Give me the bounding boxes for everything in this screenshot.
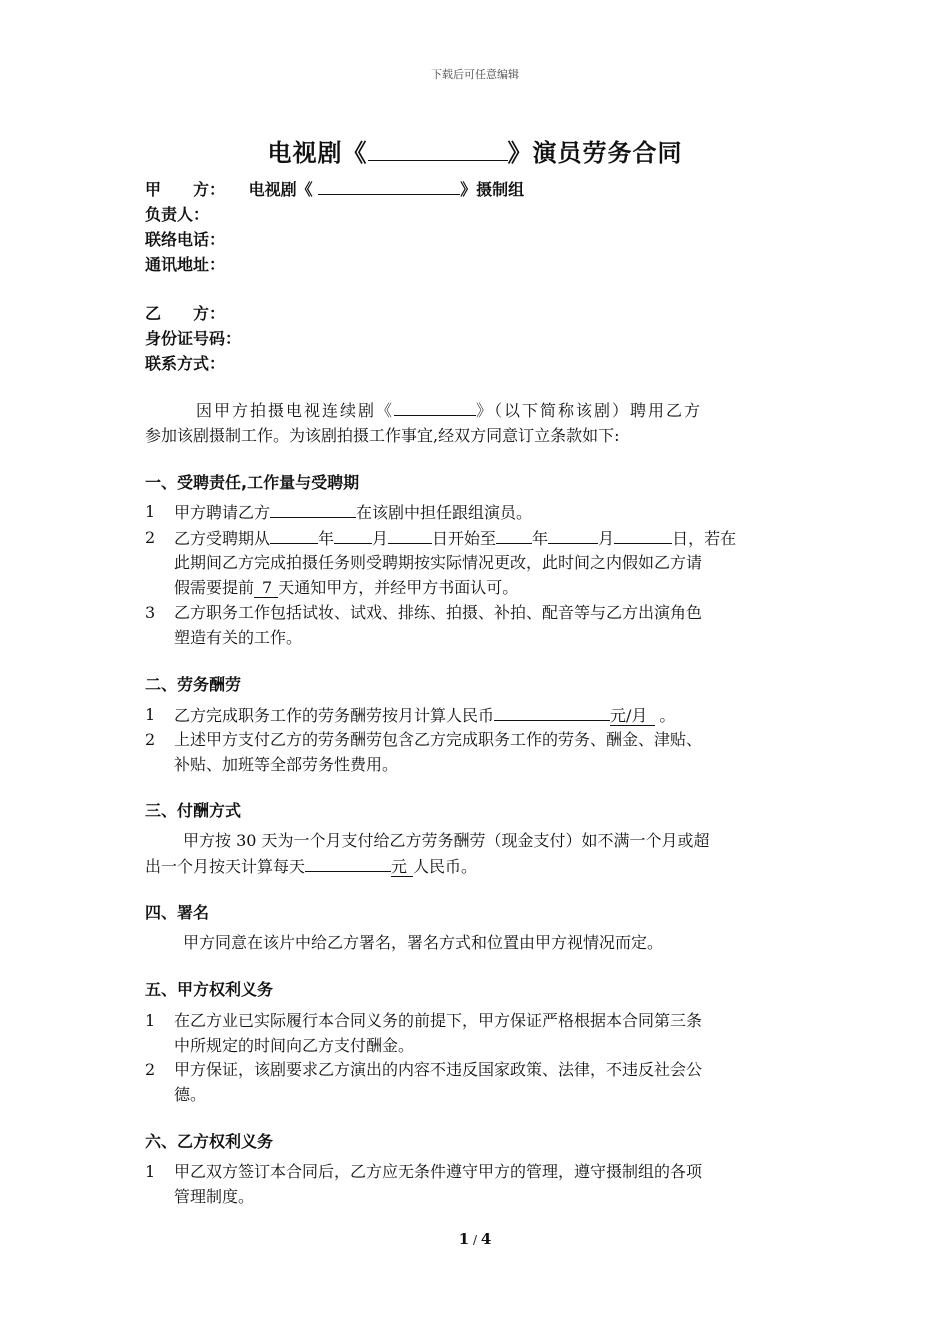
s1-item-1-a: 甲方聘请乙方 — [174, 503, 271, 522]
party-a-phone: 联络电话： — [145, 230, 226, 249]
section-4-heading: 四、署名 — [145, 903, 210, 922]
title-suffix: 》演员劳务合同 — [507, 139, 683, 167]
s1-month2-blank — [548, 526, 598, 544]
s1-item-1-b: 在该剧中担任跟组演员。 — [356, 503, 533, 522]
s1-item-2-line3-b: 天通知甲方，并经甲方书面认可。 — [278, 578, 519, 597]
intro-blank — [394, 398, 476, 416]
s6-item-1-line-1: 甲乙双方签订本合同后，乙方应无条件遵守甲方的管理，遵守摄制组的各项 — [174, 1162, 703, 1181]
party-b-id: 身份证号码： — [145, 329, 242, 348]
s1-item-2-line3-a: 假需要提前 — [174, 578, 255, 597]
party-a-value-suffix: 》摄制组 — [460, 180, 525, 199]
section-1-heading: 一、受聘责任,工作量与受聘期 — [145, 473, 360, 492]
party-a-address: 通讯地址： — [145, 255, 226, 274]
s2-item-2-number: 2 — [145, 730, 156, 749]
s1-day1-blank — [388, 526, 432, 544]
intro-line-1 — [196, 398, 808, 423]
s6-item-1-line-2: 管理制度。 — [174, 1187, 255, 1206]
page-title — [0, 133, 950, 168]
party-a-label: 甲 方： — [145, 180, 226, 199]
party-a-blank — [318, 177, 460, 195]
s1-item-2-line-2: 此期间乙方完成拍摄任务则受聘期按实际情况更改，此时间之内假如乙方请 — [174, 553, 703, 572]
title-blank — [368, 140, 508, 161]
s5-item-2-line-2: 德。 — [174, 1085, 207, 1104]
title-prefix: 电视剧《 — [267, 139, 368, 167]
s1-item-2-line-3 — [174, 576, 808, 600]
party-b-label: 乙 方： — [145, 304, 226, 323]
page-sep: / — [469, 1233, 481, 1247]
s1-month1: 月 — [372, 529, 389, 548]
party-a-responsible: 负责人： — [145, 205, 210, 224]
s3-amount-blank — [305, 854, 391, 872]
s1-notice-days: 7 — [254, 578, 278, 598]
party-b-contact: 联系方式： — [145, 354, 226, 373]
page-current: 1 — [458, 1230, 470, 1248]
s1-item-2-number: 2 — [145, 528, 156, 547]
s1-item-1 — [174, 500, 808, 525]
s3-line-2-b: 人民币。 — [413, 857, 478, 876]
s2-item-1-end: 。 — [659, 706, 676, 725]
s2-amount-blank — [494, 703, 610, 721]
s1-item-2-a: 乙方受聘期从 — [174, 529, 271, 548]
intro-line-2: 参加该剧摄制工作。为该剧拍摄工作事宜,经双方同意订立条款如下: — [145, 426, 620, 445]
party-a-value-prefix: 电视剧《 — [248, 180, 319, 199]
s1-year1: 年 — [318, 529, 335, 548]
s3-line-2 — [145, 854, 477, 879]
s5-item-1-number: 1 — [145, 1011, 156, 1030]
s1-year2-blank — [496, 526, 532, 544]
s2-item-1-number: 1 — [145, 705, 156, 724]
s1-day2: 日，若在 — [672, 529, 737, 548]
section-5-heading: 五、甲方权利义务 — [145, 980, 274, 999]
s4-line-1: 甲方同意在该片中给乙方署名，署名方式和位置由甲方视情况而定。 — [183, 933, 664, 952]
s6-item-1-number: 1 — [145, 1162, 156, 1181]
s2-item-1-a: 乙方完成职务工作的劳务酬劳按月计算人民币 — [174, 706, 495, 725]
s5-item-1-line-1: 在乙方业已实际履行本合同义务的前提下，甲方保证严格根据本合同第三条 — [174, 1011, 703, 1030]
s1-item-3-line-1: 乙方职务工作包括试妆、试戏、排练、拍摄、补拍、配音等与乙方出演角色 — [174, 603, 703, 622]
section-2-heading: 二、劳务酬劳 — [145, 675, 242, 694]
s1-item-3-line-2: 塑造有关的工作。 — [174, 628, 303, 647]
section-6-heading: 六、乙方权利义务 — [145, 1132, 274, 1151]
s1-item-3-number: 3 — [145, 603, 156, 622]
s1-item-1-number: 1 — [145, 502, 156, 521]
s1-day2-blank — [614, 526, 672, 544]
s1-month2: 月 — [598, 529, 615, 548]
s5-item-2-number: 2 — [145, 1060, 156, 1079]
s2-item-1 — [174, 703, 808, 728]
s5-item-2-line-1: 甲方保证，该剧要求乙方演出的内容不违反国家政策、法律，不违反社会公 — [174, 1060, 703, 1079]
s2-item-2-line-2: 补贴、加班等全部劳务性费用。 — [174, 755, 399, 774]
s1-day1: 日开始至 — [432, 529, 497, 548]
section-3-heading: 三、付酬方式 — [145, 801, 242, 820]
s3-unit: 元 — [391, 857, 413, 877]
intro-prefix: 因甲方拍摄电视连续剧《 — [196, 401, 395, 420]
s2-unit: 元/月 — [610, 706, 655, 726]
intro-suffix: 》（以下简称该剧）聘用乙方 — [476, 401, 703, 420]
s3-line-1: 甲方按 30 天为一个月支付给乙方劳务酬劳（现金支付）如不满一个月或超 — [183, 831, 710, 850]
s5-item-1-line-2: 中所规定的时间向乙方支付酬金。 — [174, 1036, 415, 1055]
s2-item-2-line-1: 上述甲方支付乙方的劳务酬劳包含乙方完成职务工作的劳务、酬金、津贴、 — [174, 730, 703, 749]
page-total: 4 — [480, 1230, 492, 1248]
s1-year2: 年 — [532, 529, 549, 548]
s1-month1-blank — [334, 526, 372, 544]
s3-line-2-a: 出一个月按天计算每天 — [145, 857, 306, 876]
s1-item-1-blank — [270, 500, 356, 518]
header-note: 下载后可任意编辑 — [431, 68, 519, 81]
s1-item-2 — [174, 526, 808, 551]
page-number — [0, 1230, 950, 1248]
party-a-line — [145, 177, 524, 200]
s1-year1-blank — [270, 526, 318, 544]
